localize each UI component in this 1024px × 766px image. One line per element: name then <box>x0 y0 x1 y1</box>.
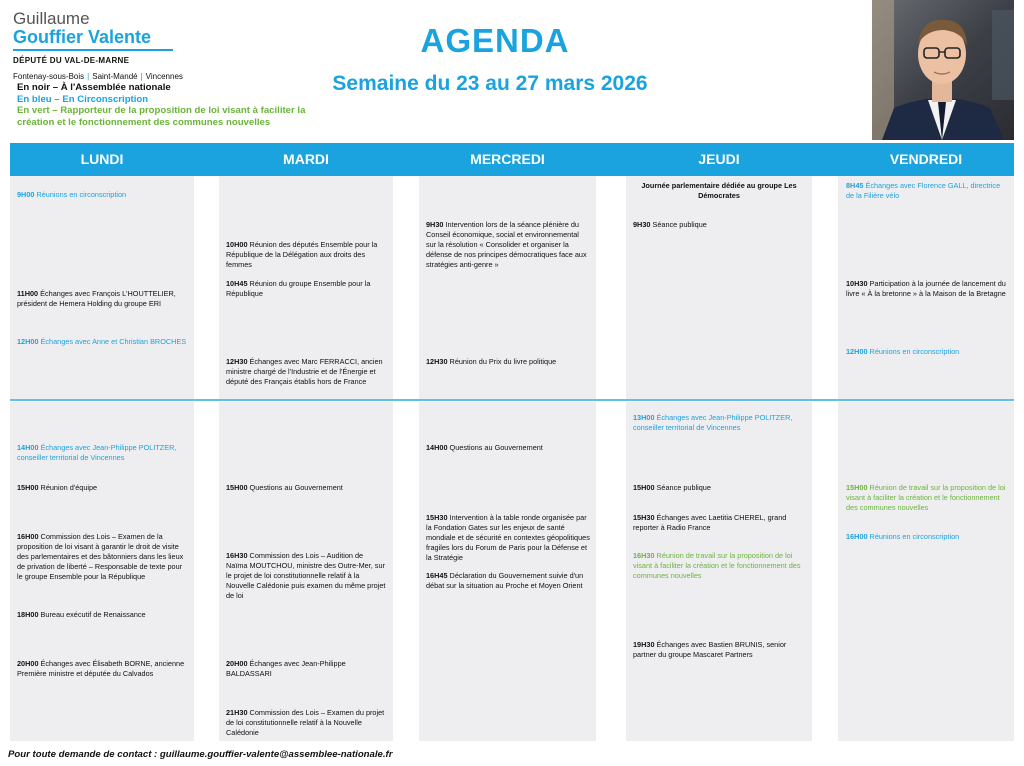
logo-cities <box>13 72 193 81</box>
event-text: Réunion de travail sur la proposition de loi visant à faciliter la création et le fonctionnement des communes nouvelles <box>846 483 1006 512</box>
city-separator: | <box>87 72 90 81</box>
event-wednesday-1530 <box>426 513 590 563</box>
event-monday-1800 <box>17 610 189 620</box>
event-time: 13H00 <box>633 413 655 422</box>
page-title: AGENDA <box>420 22 570 59</box>
event-time: 20H00 <box>226 659 248 668</box>
deputy-portrait-photo <box>872 0 1014 140</box>
event-monday-1100 <box>17 289 189 309</box>
event-tuesday-1045 <box>226 279 386 299</box>
event-friday-1500 <box>846 483 1008 513</box>
event-time: 16H00 <box>17 532 39 541</box>
event-text: Intervention à la table ronde organisée par la Fondation Gates sur les enjeux de santé mondiale et de sécurité en contextes géopolitiques fragiles lors du Forum de Paris pour la Défense et la Stratégie <box>426 513 590 562</box>
event-text: Commission des Lois – Examen du projet de loi constitutionnelle relatif à la Nouvelle Calédonie <box>226 708 385 737</box>
event-friday-1200 <box>846 347 1008 357</box>
event-monday-1500 <box>17 483 189 493</box>
event-time: 9H00 <box>17 190 35 199</box>
event-time: 15H00 <box>633 483 655 492</box>
day-header-monday: LUNDI <box>80 151 124 167</box>
midday-divider <box>10 399 1014 401</box>
event-text: Intervention lors de la séance plénière du Conseil économique, social et environnemental sur la résolution « Consolider et organiser la défense de nos principes démocratiques face aux stratégies anti-genre » <box>426 220 587 269</box>
event-time: 12H30 <box>226 357 248 366</box>
color-legend <box>17 82 312 128</box>
event-text: Questions au Gouvernement <box>449 443 543 452</box>
event-text: Réunions en circonscription <box>36 190 127 199</box>
event-text: Réunion des députés Ensemble pour la République de la Délégation aux droits des femmes <box>226 240 378 269</box>
event-monday-1400 <box>17 443 189 463</box>
event-time: 15H00 <box>846 483 868 492</box>
event-monday-2000 <box>17 659 189 679</box>
event-text: Commission des Lois – Examen de la proposition de loi visant à garantir le droit de visite des parlementaires et des bâtonniers dans les lieux de privation de liberté – Responsable de texte pour le groupe Ensemble pour la République <box>17 532 184 581</box>
event-time: 16H45 <box>426 571 448 580</box>
event-time: 11H00 <box>17 289 39 298</box>
event-time: 15H30 <box>633 513 655 522</box>
event-time: 12H30 <box>426 357 448 366</box>
event-thursday-1500 <box>633 483 807 493</box>
logo-underline <box>13 49 173 51</box>
event-thursday-1630 <box>633 551 807 581</box>
event-time: 14H00 <box>426 443 448 452</box>
friday-afternoon-column <box>838 402 1014 741</box>
event-text: Échanges avec François L'HOUTTELIER, président de Hemera Holding du groupe ERI <box>17 289 176 308</box>
portrait-illustration <box>872 0 1014 140</box>
logo-first-name: Guillaume <box>13 9 90 28</box>
event-text: Réunions en circonscription <box>869 347 960 356</box>
event-tuesday-1630 <box>226 551 386 601</box>
event-text: Réunions en circonscription <box>869 532 960 541</box>
legend-green: En vert – Rapporteur de la proposition de loi visant à faciliter la création et le fonctionnement des communes nouvelles <box>17 105 306 128</box>
event-wednesday-0930 <box>426 220 590 270</box>
city-fontenay: Fontenay-sous-Bois <box>13 72 85 81</box>
event-time: 9H30 <box>633 220 651 229</box>
event-time: 10H00 <box>226 240 248 249</box>
event-thursday-1930 <box>633 640 807 660</box>
event-time: 8H45 <box>846 181 864 190</box>
event-tuesday-2130 <box>226 708 386 738</box>
event-tuesday-1500 <box>226 483 386 493</box>
event-text: Échanges avec Jean-Philippe BALDASSARI <box>226 659 346 678</box>
event-text: Commission des Lois – Audition de Naïma MOUTCHOU, ministre des Outre-Mer, sur le projet de loi constitutionnelle relatif à la Nouvelle Calédonie puis examen du même projet de loi <box>226 551 386 600</box>
event-thursday-0930 <box>633 220 807 230</box>
legend-black: En noir – À l'Assemblée nationale <box>17 82 171 93</box>
deputy-logo <box>13 10 193 81</box>
event-friday-0845 <box>846 181 1008 201</box>
day-header-tuesday: MARDI <box>283 151 329 167</box>
logo-role: DÉPUTÉ DU VAL-DE-MARNE <box>13 56 130 65</box>
event-time: 15H00 <box>17 483 39 492</box>
event-time: 21H30 <box>226 708 248 717</box>
event-thursday-parliamentary-day: Journée parlementaire dédiée au groupe Les Démocrates <box>641 181 797 200</box>
event-time: 15H30 <box>426 513 448 522</box>
contact-footer: Pour toute demande de contact : guillaume.gouffier-valente@assemblee-nationale.fr <box>8 749 393 760</box>
event-text: Réunion du groupe Ensemble pour la République <box>226 279 371 298</box>
event-text: Échanges avec Anne et Christian BROCHES <box>40 337 187 346</box>
event-time: 14H00 <box>17 443 39 452</box>
event-text: Échanges avec Florence GALL, directrice de la Filière vélo <box>846 181 1001 200</box>
event-time: 10H30 <box>846 279 868 288</box>
event-text: Bureau exécutif de Renaissance <box>40 610 146 619</box>
event-time: 16H30 <box>633 551 655 560</box>
event-time: 19H30 <box>633 640 655 649</box>
city-vincennes: Vincennes <box>145 72 183 81</box>
event-time: 15H00 <box>226 483 248 492</box>
week-subtitle: Semaine du 23 au 27 mars 2026 <box>332 72 648 95</box>
event-text: Participation à la journée de lancement du livre « À la bretonne » à la Maison de la Bretagne <box>846 279 1006 298</box>
thursday-morning-column <box>626 176 812 399</box>
event-text: Déclaration du Gouvernement suivie d'un débat sur la situation au Proche et Moyen Orient <box>426 571 584 590</box>
city-separator: | <box>140 72 143 81</box>
event-friday-1030 <box>846 279 1008 299</box>
event-text: Échanges avec Jean-Philippe POLITZER, conseiller territorial de Vincennes <box>633 413 793 432</box>
event-wednesday-1230 <box>426 357 590 367</box>
event-tuesday-1000 <box>226 240 386 270</box>
event-monday-1200 <box>17 337 189 347</box>
event-monday-1600 <box>17 532 189 582</box>
event-text: Échanges avec Marc FERRACCI, ancien ministre chargé de l'Industrie et de l'Énergie et député des Français établis hors de France <box>226 357 383 386</box>
event-text: Séance publique <box>652 220 707 229</box>
event-time: 16H30 <box>226 551 248 560</box>
event-time: 16H00 <box>846 532 868 541</box>
day-header-wednesday: MERCREDI <box>470 151 545 167</box>
event-text: Questions au Gouvernement <box>249 483 343 492</box>
event-text: Séance publique <box>656 483 711 492</box>
day-header-friday: VENDREDI <box>889 151 963 167</box>
event-wednesday-1400 <box>426 443 590 453</box>
event-tuesday-1230 <box>226 357 386 387</box>
event-text: Échanges avec Jean-Philippe POLITZER, conseiller territorial de Vincennes <box>17 443 177 462</box>
event-time: 12H00 <box>846 347 868 356</box>
event-monday-0900 <box>17 190 189 200</box>
event-time: 9H30 <box>426 220 444 229</box>
day-header-thursday: JEUDI <box>698 151 740 167</box>
event-time: 10H45 <box>226 279 248 288</box>
logo-last-name: Gouffier Valente <box>13 27 152 47</box>
event-text: Réunion d'équipe <box>40 483 98 492</box>
event-friday-1600 <box>846 532 1008 542</box>
legend-blue: En bleu – En Circonscription <box>17 93 149 105</box>
event-time: 20H00 <box>17 659 39 668</box>
event-text: Échanges avec Élisabeth BORNE, ancienne Première ministre et députée du Calvados <box>17 659 185 678</box>
event-time: 18H00 <box>17 610 39 619</box>
event-thursday-1530 <box>633 513 807 533</box>
event-time: 12H00 <box>17 337 39 346</box>
event-thursday-1300 <box>633 413 807 433</box>
event-text: Échanges avec Laetitia CHEREL, grand reporter à Radio France <box>633 513 787 532</box>
city-saint-mande: Saint-Mandé <box>92 72 138 81</box>
monday-morning-column <box>10 176 194 399</box>
event-text: Réunion du Prix du livre politique <box>449 357 557 366</box>
event-wednesday-1645 <box>426 571 590 591</box>
event-text: Réunion de travail sur la proposition de loi visant à faciliter la création et le fonctionnement des communes nouvelles <box>633 551 801 580</box>
event-tuesday-2000 <box>226 659 386 679</box>
event-text: Échanges avec Bastien BRUNIS, senior partner du groupe Mascaret Partners <box>633 640 787 659</box>
